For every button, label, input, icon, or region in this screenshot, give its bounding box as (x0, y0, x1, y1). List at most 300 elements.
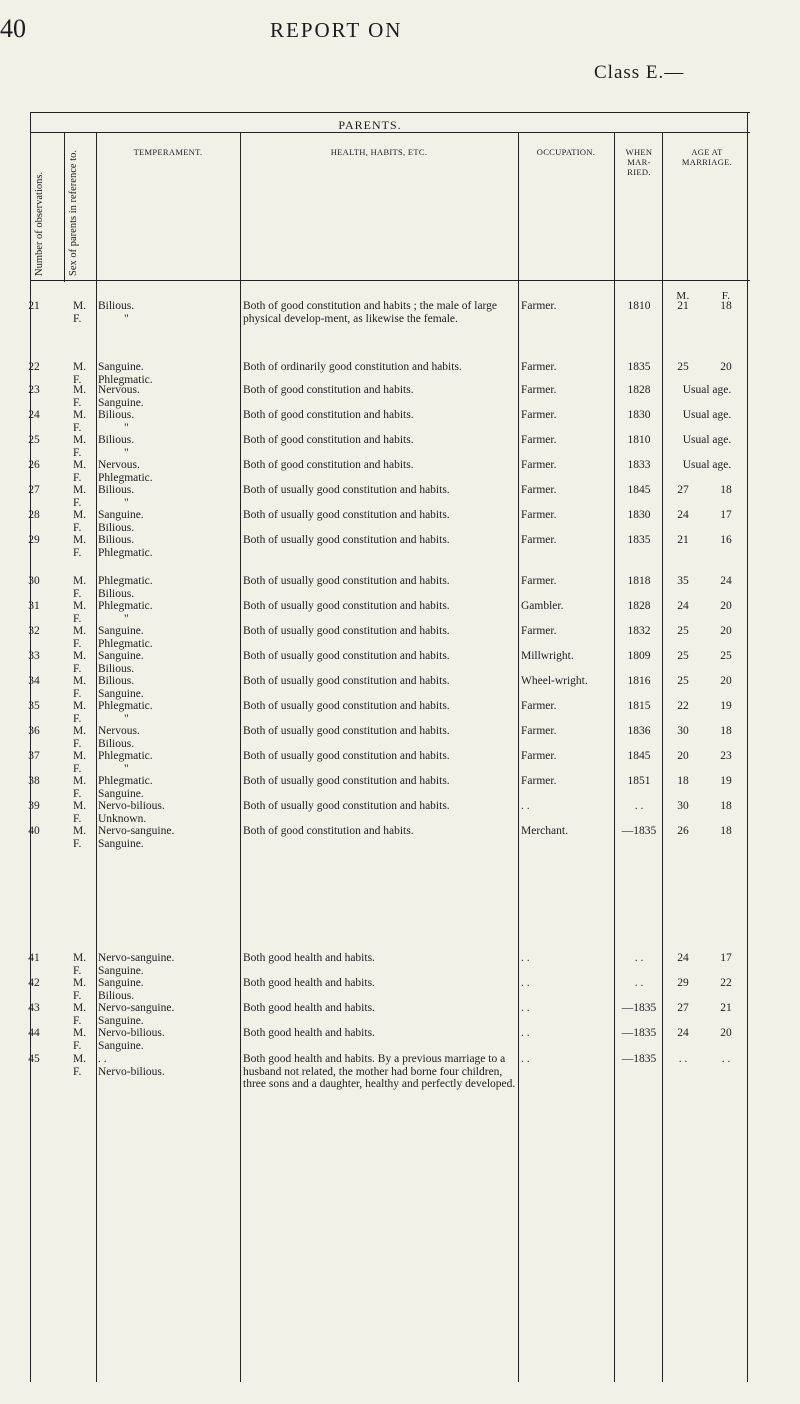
when-married-cell: . . (634, 977, 644, 989)
occupation-cell: Farmer. (521, 534, 557, 546)
temperament-line: Phlegmatic. (98, 575, 153, 587)
health-cell: Both of good constitution and habits ; the male of large physical develop-ment, as likewise the female. (243, 300, 498, 325)
temperament-line: Sanguine. (98, 977, 144, 989)
temperament-cell (98, 625, 238, 650)
observation-number: 42 (28, 977, 40, 989)
temperament-line: Bilious. (98, 587, 135, 600)
temperament-cell (98, 952, 238, 977)
col-divider-occ (518, 132, 519, 1382)
health-cell: Both of ordinarily good constitution and habits. (243, 361, 462, 373)
sex-f: F. (73, 421, 82, 434)
age-female-cell: 20 (720, 625, 732, 637)
age-male-cell: . . (678, 1053, 688, 1065)
health-cell: Both of usually good constitution and habits. (243, 650, 450, 662)
sex-cell (73, 952, 89, 977)
age-male-cell: 29 (677, 977, 689, 989)
temperament-cell (98, 434, 238, 459)
sex-m: M. (73, 725, 87, 737)
age-usual-cell: Usual age. (682, 434, 732, 446)
health-cell: Both good health and habits. (243, 1002, 375, 1014)
sex-m: M. (73, 384, 87, 396)
temperament-cell (98, 650, 238, 675)
observation-number: 37 (28, 750, 40, 762)
observation-number: 32 (28, 625, 40, 637)
sex-cell (73, 575, 89, 600)
temperament-line: Sanguine. (98, 1039, 144, 1052)
temperament-line: Bilious. (98, 521, 135, 534)
col-divider-temp (96, 132, 97, 1382)
age-male-cell: 22 (677, 700, 689, 712)
observation-number: 35 (28, 700, 40, 712)
sex-f: F. (73, 964, 82, 977)
when-married-cell: 1835 (627, 361, 651, 373)
age-female-cell: 20 (720, 1027, 732, 1039)
temperament-cell (98, 600, 238, 625)
when-married-cell: —1835 (621, 825, 657, 837)
sex-cell (73, 1027, 89, 1052)
col-header-occupation: OCCUPATION. (536, 147, 596, 157)
col-divider-sex (64, 132, 65, 282)
occupation-cell: Farmer. (521, 484, 557, 496)
age-female-cell: 22 (720, 977, 732, 989)
sex-f: F. (73, 737, 82, 750)
observation-number: 36 (28, 725, 40, 737)
temperament-line: Bilious. (98, 989, 135, 1002)
observation-number: 30 (28, 575, 40, 587)
col-header-temperament: TEMPERAMENT. (133, 147, 203, 157)
temperament-cell (98, 1002, 238, 1027)
temperament-line: Nervo-bilious. (98, 800, 165, 812)
temperament-cell (98, 384, 238, 409)
temperament-line: Nervous. (98, 725, 140, 737)
sex-f: F. (73, 662, 82, 675)
when-married-cell: 1818 (627, 575, 651, 587)
sex-m: M. (73, 300, 87, 312)
temperament-cell (98, 825, 238, 850)
age-female-cell: 21 (720, 1002, 732, 1014)
temperament-line: Bilious. (98, 662, 135, 675)
sex-cell (73, 434, 89, 459)
health-cell: Both good health and habits. (243, 1027, 375, 1039)
sex-cell (73, 459, 89, 484)
age-male-cell: 26 (677, 825, 689, 837)
temperament-line: Sanguine. (98, 509, 144, 521)
temperament-cell (98, 409, 238, 434)
sex-cell (73, 725, 89, 750)
temperament-line: Sanguine. (98, 687, 144, 700)
sex-f: F. (73, 687, 82, 700)
when-married-cell: 1815 (627, 700, 651, 712)
temperament-cell (98, 725, 238, 750)
health-cell: Both of usually good constitution and habits. (243, 800, 450, 812)
temperament-line: Bilious. (98, 737, 135, 750)
temperament-line: Nervo-bilious. (98, 1027, 165, 1039)
when-married-cell: —1835 (621, 1053, 657, 1065)
age-female-cell: 20 (720, 600, 732, 612)
occupation-cell: Farmer. (521, 300, 557, 312)
age-male-cell: 35 (677, 575, 689, 587)
age-female-cell: 20 (720, 675, 732, 687)
occupation-cell: . . (521, 1027, 530, 1039)
sex-f: F. (73, 612, 82, 625)
when-married-cell: 1810 (627, 434, 651, 446)
temperament-line: " (124, 312, 129, 325)
sex-f: F. (73, 1065, 82, 1078)
sex-f: F. (73, 837, 82, 850)
observation-number: 43 (28, 1002, 40, 1014)
age-female-cell: 20 (720, 361, 732, 373)
sex-f: F. (73, 373, 82, 386)
sex-m: M. (73, 675, 87, 687)
sex-m: M. (73, 800, 87, 812)
age-female-cell: 19 (720, 775, 732, 787)
temperament-cell (98, 675, 238, 700)
age-male-cell: 24 (677, 600, 689, 612)
sex-m: M. (73, 977, 87, 989)
age-female-cell: 18 (720, 300, 732, 312)
temperament-line: Sanguine. (98, 837, 144, 850)
sex-cell (73, 675, 89, 700)
occupation-cell: Farmer. (521, 700, 557, 712)
parents-heading: PARENTS. (338, 118, 402, 132)
temperament-cell (98, 1053, 238, 1078)
sex-m: M. (73, 1002, 87, 1014)
temperament-cell (98, 575, 238, 600)
age-female-cell: 17 (720, 952, 732, 964)
temperament-line: Bilious. (98, 409, 135, 421)
temperament-line: Sanguine. (98, 625, 144, 637)
temperament-line: Nervo-bilious. (98, 1065, 165, 1078)
temperament-line: Sanguine. (98, 787, 144, 800)
sex-m: M. (73, 650, 87, 662)
temperament-line: " (124, 421, 129, 434)
sex-f: F. (73, 312, 82, 325)
running-title: REPORT ON (270, 18, 403, 42)
observation-number: 21 (28, 300, 40, 312)
health-cell: Both of usually good constitution and habits. (243, 575, 450, 587)
occupation-cell: Farmer. (521, 434, 557, 446)
sex-f: F. (73, 446, 82, 459)
age-male-cell: 30 (677, 800, 689, 812)
when-married-cell: . . (634, 952, 644, 964)
temperament-cell (98, 700, 238, 725)
occupation-cell: . . (521, 952, 530, 964)
age-male-cell: 24 (677, 1027, 689, 1039)
temperament-line: Phlegmatic. (98, 637, 153, 650)
sex-m: M. (73, 409, 87, 421)
health-cell: Both good health and habits. (243, 977, 375, 989)
age-male-cell: 25 (677, 361, 689, 373)
temperament-line: Sanguine. (98, 1014, 144, 1027)
when-married-cell: 1845 (627, 750, 651, 762)
temperament-line: " (124, 762, 129, 775)
temperament-line: " (124, 712, 129, 725)
temperament-line: Sanguine. (98, 964, 144, 977)
sex-m: M. (73, 952, 87, 964)
when-married-cell: —1835 (621, 1027, 657, 1039)
observation-number: 44 (28, 1027, 40, 1039)
observation-number: 28 (28, 509, 40, 521)
age-female-cell: 18 (720, 484, 732, 496)
sex-f: F. (73, 521, 82, 534)
temperament-line: " (124, 446, 129, 459)
sex-m: M. (73, 484, 87, 496)
temperament-cell (98, 484, 238, 509)
age-subheader-f: F. (721, 290, 731, 302)
age-male-cell: 25 (677, 650, 689, 662)
sex-m: M. (73, 1053, 87, 1065)
age-male-cell: 24 (677, 509, 689, 521)
when-married-cell: 1828 (627, 600, 651, 612)
observation-number: 29 (28, 534, 40, 546)
sex-cell (73, 650, 89, 675)
sex-f: F. (73, 546, 82, 559)
sex-f: F. (73, 989, 82, 1002)
age-female-cell: 24 (720, 575, 732, 587)
sex-cell (73, 977, 89, 1002)
age-male-cell: 21 (677, 300, 689, 312)
temperament-line: Bilious. (98, 534, 135, 546)
observation-number: 41 (28, 952, 40, 964)
temperament-line: Nervo-sanguine. (98, 1002, 175, 1014)
occupation-cell: Farmer. (521, 384, 557, 396)
observation-number: 25 (28, 434, 40, 446)
occupation-cell: Merchant. (521, 825, 568, 837)
observation-number: 38 (28, 775, 40, 787)
sex-f: F. (73, 762, 82, 775)
sex-cell (73, 625, 89, 650)
observation-number: 27 (28, 484, 40, 496)
observation-number: 33 (28, 650, 40, 662)
health-cell: Both of usually good constitution and habits. (243, 534, 450, 546)
sex-cell (73, 1053, 89, 1078)
temperament-line: Phlegmatic. (98, 700, 153, 712)
observation-number: 45 (28, 1053, 40, 1065)
sex-f: F. (73, 1014, 82, 1027)
age-usual-cell: Usual age. (682, 384, 732, 396)
when-married-cell: 1851 (627, 775, 651, 787)
when-married-cell: 1832 (627, 625, 651, 637)
health-cell: Both of good constitution and habits. (243, 384, 414, 396)
occupation-cell: Gambler. (521, 600, 564, 612)
occupation-cell: Farmer. (521, 625, 557, 637)
age-female-cell: 19 (720, 700, 732, 712)
temperament-cell (98, 1027, 238, 1052)
age-female-cell: 23 (720, 750, 732, 762)
sex-f: F. (73, 496, 82, 509)
sex-m: M. (73, 1027, 87, 1039)
sex-m: M. (73, 700, 87, 712)
health-cell: Both of good constitution and habits. (243, 459, 414, 471)
sex-m: M. (73, 625, 87, 637)
when-married-cell: 1836 (627, 725, 651, 737)
observation-number: 31 (28, 600, 40, 612)
sex-m: M. (73, 509, 87, 521)
temperament-line: Bilious. (98, 434, 135, 446)
temperament-cell (98, 750, 238, 775)
sex-f: F. (73, 587, 82, 600)
when-married-cell: 1833 (627, 459, 651, 471)
temperament-line: Sanguine. (98, 396, 144, 409)
observation-number: 23 (28, 384, 40, 396)
sex-cell (73, 800, 89, 825)
observation-number: 22 (28, 361, 40, 373)
sex-f: F. (73, 812, 82, 825)
page-number: 40 (0, 14, 26, 43)
observation-number: 34 (28, 675, 40, 687)
table-top-rule (30, 112, 750, 113)
sex-f: F. (73, 1039, 82, 1052)
temperament-line: Nervous. (98, 459, 140, 471)
sex-cell (73, 1002, 89, 1027)
health-cell: Both of usually good constitution and habits. (243, 484, 450, 496)
occupation-cell: Farmer. (521, 409, 557, 421)
age-male-cell: 18 (677, 775, 689, 787)
health-cell: Both of usually good constitution and habits. (243, 750, 450, 762)
age-female-cell: 16 (720, 534, 732, 546)
sex-cell (73, 409, 89, 434)
temperament-line: Phlegmatic. (98, 471, 153, 484)
temperament-line: Bilious. (98, 300, 135, 312)
age-male-cell: 30 (677, 725, 689, 737)
temperament-line: " (124, 496, 129, 509)
sex-f: F. (73, 471, 82, 484)
temperament-line: Sanguine. (98, 361, 144, 373)
sex-cell (73, 700, 89, 725)
when-married-cell: 1828 (627, 384, 651, 396)
sex-cell (73, 509, 89, 534)
temperament-line: Phlegmatic. (98, 600, 153, 612)
observation-number: 40 (28, 825, 40, 837)
temperament-cell (98, 775, 238, 800)
age-female-cell: 17 (720, 509, 732, 521)
sex-cell (73, 825, 89, 850)
sex-cell (73, 384, 89, 409)
sex-m: M. (73, 600, 87, 612)
health-cell: Both good health and habits. (243, 952, 375, 964)
age-female-cell: 18 (720, 800, 732, 812)
health-cell: Both of usually good constitution and habits. (243, 625, 450, 637)
temperament-line: Nervo-sanguine. (98, 825, 175, 837)
age-male-cell: 21 (677, 534, 689, 546)
temperament-line: Bilious. (98, 484, 135, 496)
observation-number: 24 (28, 409, 40, 421)
occupation-cell: Farmer. (521, 361, 557, 373)
temperament-cell (98, 509, 238, 534)
col-header-sex: Sex of parents in reference to. (68, 150, 79, 276)
sex-f: F. (73, 396, 82, 409)
temperament-line: Sanguine. (98, 650, 144, 662)
sex-cell (73, 484, 89, 509)
occupation-cell: Farmer. (521, 459, 557, 471)
occupation-cell: . . (521, 800, 530, 812)
age-female-cell: 18 (720, 725, 732, 737)
occupation-cell: Farmer. (521, 575, 557, 587)
age-male-cell: 25 (677, 675, 689, 687)
temperament-line: " (124, 612, 129, 625)
sex-cell (73, 534, 89, 559)
occupation-cell: . . (521, 977, 530, 989)
age-usual-cell: Usual age. (682, 409, 732, 421)
sex-cell (73, 750, 89, 775)
sex-m: M. (73, 459, 87, 471)
sex-f: F. (73, 787, 82, 800)
class-label: Class E.— (594, 62, 685, 83)
sex-cell (73, 600, 89, 625)
occupation-cell: . . (521, 1053, 530, 1065)
col-header-health: HEALTH, HABITS, ETC. (330, 147, 428, 157)
sex-f: F. (73, 637, 82, 650)
health-cell: Both of good constitution and habits. (243, 409, 414, 421)
temperament-line: Nervous. (98, 384, 140, 396)
when-married-cell: —1835 (621, 1002, 657, 1014)
age-usual-cell: Usual age. (682, 459, 732, 471)
temperament-line: Phlegmatic. (98, 546, 153, 559)
occupation-cell: Wheel-wright. (521, 675, 588, 687)
age-male-cell: 27 (677, 1002, 689, 1014)
health-cell: Both of good constitution and habits. (243, 434, 414, 446)
age-female-cell: 25 (720, 650, 732, 662)
sex-m: M. (73, 775, 87, 787)
sex-m: M. (73, 575, 87, 587)
occupation-cell: Farmer. (521, 775, 557, 787)
when-married-cell: 1830 (627, 409, 651, 421)
age-subheader-m: M. (676, 290, 690, 302)
health-cell: Both of usually good constitution and habits. (243, 725, 450, 737)
temperament-cell (98, 459, 238, 484)
sex-m: M. (73, 534, 87, 546)
when-married-cell: 1835 (627, 534, 651, 546)
col-header-age: AGE AT MARRIAGE. (681, 147, 733, 167)
occupation-cell: Farmer. (521, 509, 557, 521)
occupation-cell: Farmer. (521, 750, 557, 762)
temperament-line: . . (98, 1053, 107, 1065)
temperament-cell (98, 977, 238, 1002)
age-male-cell: 27 (677, 484, 689, 496)
when-married-cell: 1810 (627, 300, 651, 312)
when-married-cell: 1830 (627, 509, 651, 521)
health-cell: Both of good constitution and habits. (243, 825, 414, 837)
temperament-cell (98, 800, 238, 825)
temperament-line: Nervo-sanguine. (98, 952, 175, 964)
sex-cell (73, 300, 89, 325)
age-male-cell: 20 (677, 750, 689, 762)
age-male-cell: 25 (677, 625, 689, 637)
occupation-cell: . . (521, 1002, 530, 1014)
col-header-number: Number of observations. (34, 171, 45, 276)
age-female-cell: 18 (720, 825, 732, 837)
temperament-cell (98, 361, 238, 386)
when-married-cell: 1809 (627, 650, 651, 662)
when-married-cell: . . (634, 800, 644, 812)
sex-cell (73, 361, 89, 386)
health-cell: Both of usually good constitution and habits. (243, 775, 450, 787)
sex-m: M. (73, 750, 87, 762)
health-cell: Both of usually good constitution and habits. (243, 600, 450, 612)
when-married-cell: 1816 (627, 675, 651, 687)
sex-cell (73, 775, 89, 800)
occupation-cell: Farmer. (521, 725, 557, 737)
sex-m: M. (73, 434, 87, 446)
header-bottom-rule (30, 280, 750, 281)
health-cell: Both of usually good constitution and habits. (243, 675, 450, 687)
occupation-cell: Millwright. (521, 650, 574, 662)
col-divider-health (240, 132, 241, 1382)
sex-m: M. (73, 361, 87, 373)
observation-number: 39 (28, 800, 40, 812)
temperament-line: Bilious. (98, 675, 135, 687)
temperament-line: Phlegmatic. (98, 775, 153, 787)
